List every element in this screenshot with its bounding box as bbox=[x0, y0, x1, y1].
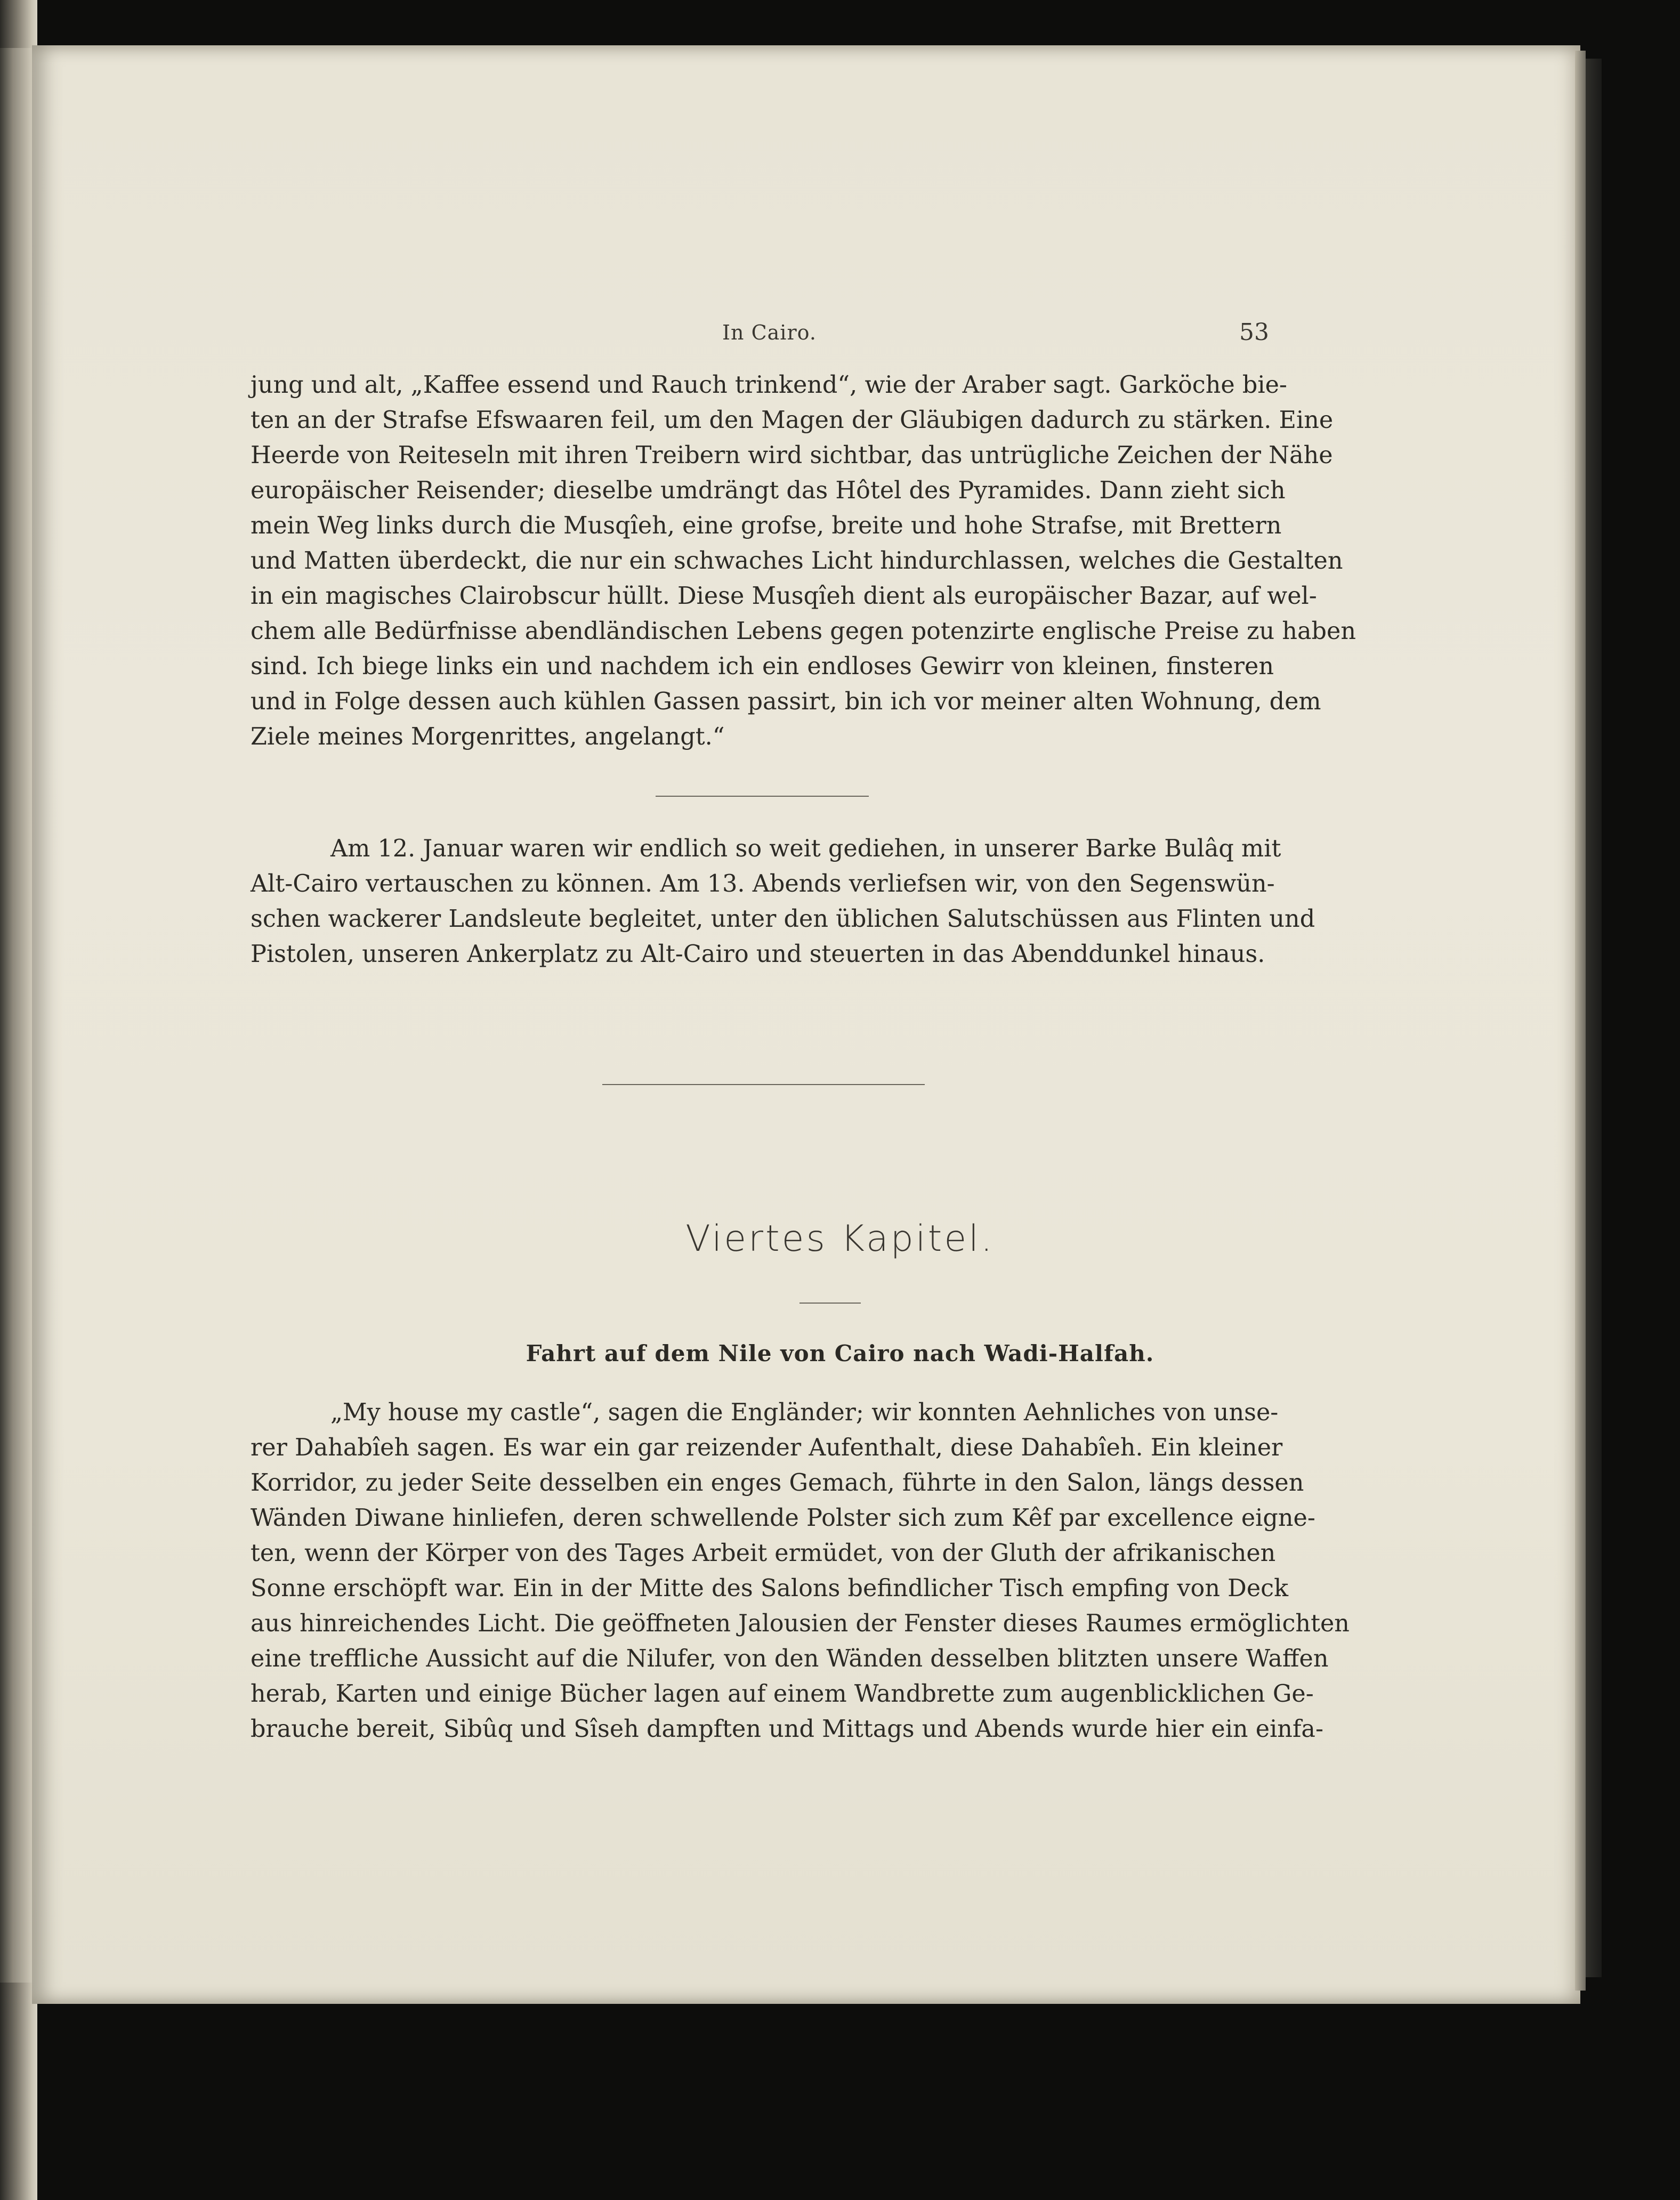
text-line: Am 12. Januar waren wir endlich so weit gediehen, in unserer Barke Bulâq mit bbox=[330, 835, 1281, 862]
text-line: sind. Ich biege links ein und nachdem ich ein endloses Gewirr von kleinen, finsteren bbox=[251, 653, 1274, 680]
text-line: und in Folge dessen auch kühlen Gassen passirt, bin ich vor meiner alten Wohnung, dem bbox=[251, 688, 1321, 715]
text-line: ten an der Strafse Efswaaren feil, um den Magen der Gläubigen dadurch zu stärken. Eine bbox=[251, 407, 1334, 434]
paragraph-2 bbox=[251, 831, 1315, 972]
chapter-title-ornament-rule bbox=[799, 1303, 861, 1304]
text-line: Heerde von Reiteseln mit ihren Treibern wird sichtbar, das untrügliche Zeichen der Nähe bbox=[251, 442, 1333, 469]
text-line: herab, Karten und einige Bücher lagen auf einem Wandbrette zum augenblicklichen Ge- bbox=[251, 1680, 1314, 1708]
text-line: jung und alt, „Kaffee essend und Rauch trinkend“, wie der Araber sagt. Garköche bie- bbox=[251, 371, 1287, 399]
paragraph-1 bbox=[251, 368, 1356, 755]
text-line: in ein magisches Clairobscur hüllt. Diese Musqîeh dient als europäischer Bazar, auf wel- bbox=[251, 583, 1317, 610]
text-line: aus hinreichendes Licht. Die geöffneten Jalousien der Fenster dieses Raumes ermöglichten bbox=[251, 1610, 1350, 1637]
text-line: Alt-Cairo vertauschen zu können. Am 13. Abends verliefsen wir, von den Segenswün- bbox=[251, 870, 1275, 897]
paragraph-3 bbox=[251, 1395, 1350, 1747]
text-line: Wänden Diwane hinliefen, deren schwellende Polster sich zum Kêf par excellence eigne- bbox=[251, 1505, 1315, 1532]
chapter-subtitle: Fahrt auf dem Nile von Cairo nach Wadi-Halfah. bbox=[526, 1340, 1154, 1366]
chapter-divider bbox=[602, 1084, 925, 1085]
text-line: mein Weg links durch die Musqîeh, eine grofse, breite und hohe Strafse, mit Brettern bbox=[251, 512, 1282, 539]
text-line: europäischer Reisender; dieselbe umdrängt das Hôtel des Pyramides. Dann zieht sich bbox=[251, 477, 1286, 504]
text-line: brauche bereit, Sibûq und Sîseh dampften und Mittags und Abends wurde hier ein einfa- bbox=[251, 1716, 1323, 1743]
text-line: eine treffliche Aussicht auf die Nilufer, von den Wänden desselben blitzten unsere Waffen bbox=[251, 1645, 1329, 1672]
text-line: schen wackerer Landsleute begleitet, unter den üblichen Salutschüssen aus Flinten und bbox=[251, 905, 1315, 933]
text-line: chem alle Bedürfnisse abendländischen Lebens gegen potenzirte englische Preise zu haben bbox=[251, 618, 1356, 645]
text-line: Korridor, zu jeder Seite desselben ein enges Gemach, führte in den Salon, längs dessen bbox=[251, 1469, 1304, 1497]
page-number: 53 bbox=[1239, 319, 1269, 346]
chapter-title: Viertes Kapitel. bbox=[685, 1218, 995, 1260]
text-line: ten, wenn der Körper von des Tages Arbeit ermüdet, von der Gluth der afrikanischen bbox=[251, 1540, 1276, 1567]
running-head bbox=[0, 321, 1680, 353]
text-line: und Matten überdeckt, die nur ein schwaches Licht hindurchlassen, welches die Gestalten bbox=[251, 547, 1343, 575]
text-line: Pistolen, unseren Ankerplatz zu Alt-Cairo und steuerten in das Abenddunkel hinaus. bbox=[251, 941, 1265, 968]
text-line: Ziele meines Morgenrittes, angelangt.“ bbox=[251, 723, 725, 750]
section-divider-short bbox=[656, 796, 869, 797]
text-line: Sonne erschöpft war. Ein in der Mitte des Salons befindlicher Tisch empfing von Deck bbox=[251, 1575, 1289, 1602]
text-line: „My house my castle“, sagen die Engländer; wir konnten Aehnliches von unse- bbox=[330, 1399, 1279, 1426]
text-line: rer Dahabîeh sagen. Es war ein gar reizender Aufenthalt, diese Dahabîeh. Ein kleiner bbox=[251, 1434, 1283, 1461]
running-title: In Cairo. bbox=[722, 321, 817, 344]
